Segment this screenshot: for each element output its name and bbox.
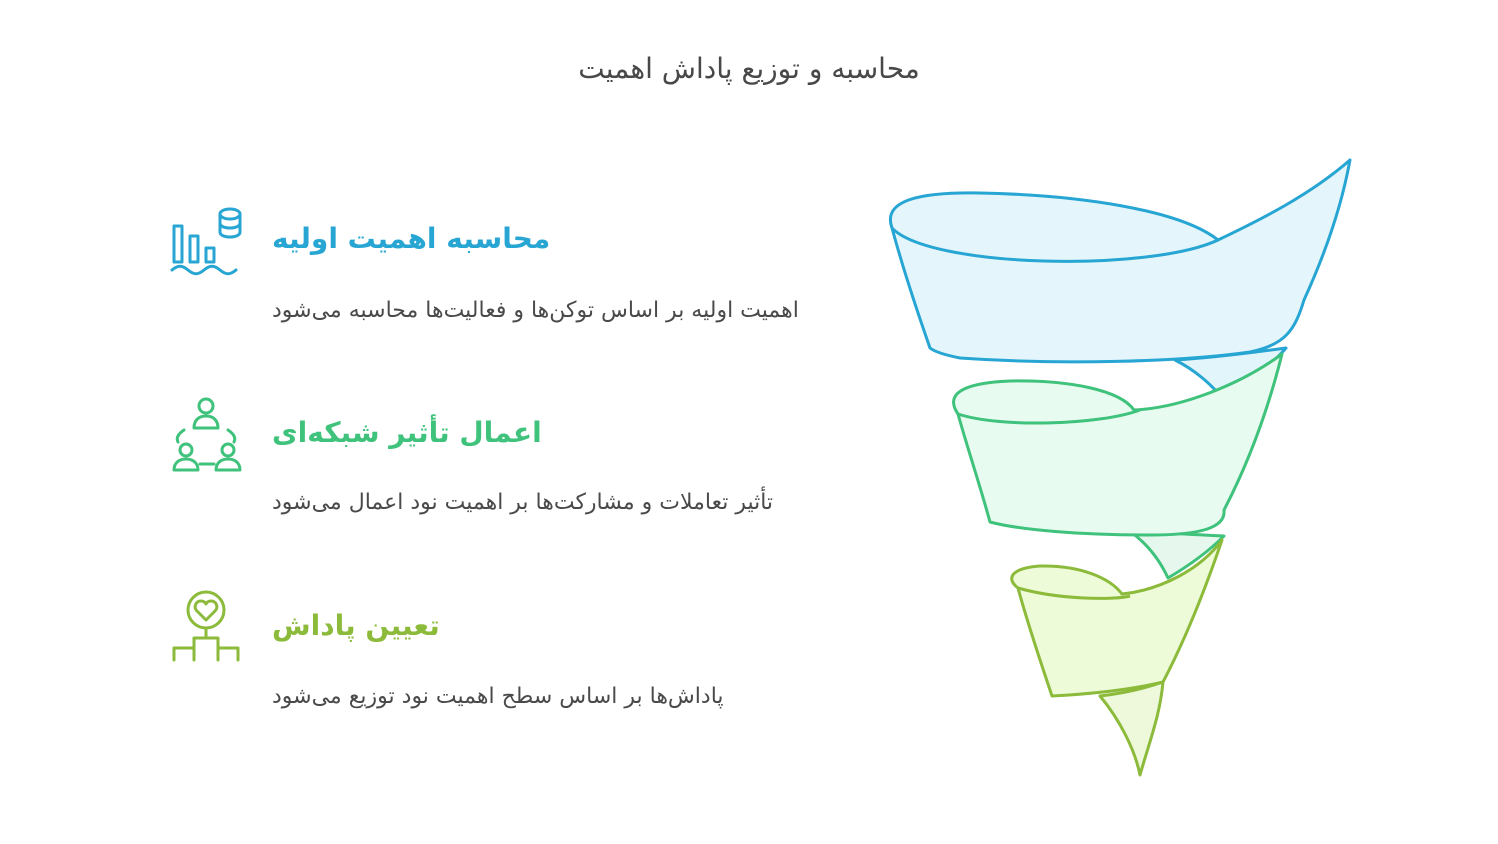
heart-podium-icon [166, 588, 246, 668]
funnel-tail [1100, 682, 1163, 775]
network-people-icon [166, 394, 246, 474]
step-3-title: تعیین پاداش [272, 609, 440, 642]
step-3-description: پاداش‌ها بر اساس سطح اهمیت نود توزیع می‌شود [272, 684, 724, 709]
step-2-title: اعمال تأثیر شبکه‌ای [272, 416, 542, 449]
funnel-graphic [860, 140, 1380, 800]
step-2-description: تأثیر تعاملات و مشارکت‌ها بر اهمیت نود اعمال می‌شود [272, 490, 774, 515]
step-1-description: اهمیت اولیه بر اساس توکن‌ها و فعالیت‌ها محاسبه می‌شود [272, 298, 799, 323]
database-chart-icon [166, 200, 246, 280]
page-title: محاسبه و توزیع پاداش اهمیت [578, 52, 920, 85]
step-1-title: محاسبه اهمیت اولیه [272, 222, 551, 255]
